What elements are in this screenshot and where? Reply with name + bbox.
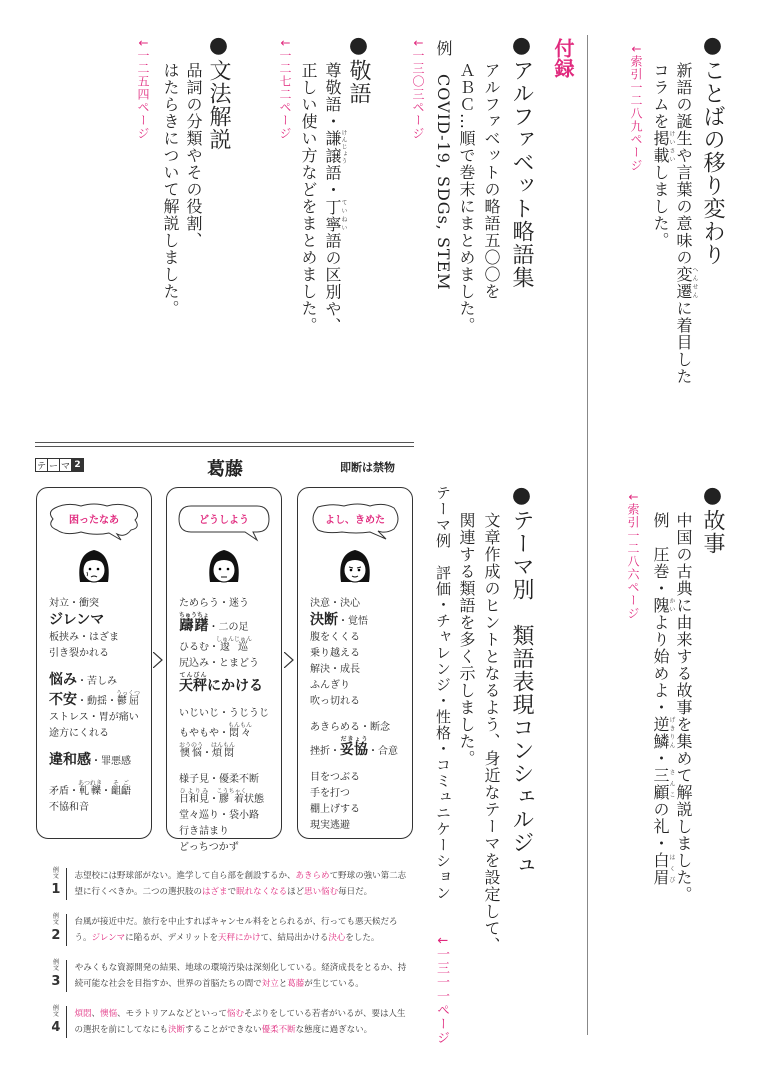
text-segment: ・ <box>209 794 219 805</box>
word-line <box>49 780 140 800</box>
spacer <box>310 710 398 720</box>
text-segment: 品詞の分類やその役割、 <box>184 62 203 249</box>
section-body-line <box>185 62 201 249</box>
index-link-alphabet[interactable]: ↓一三〇三ページ <box>411 38 425 141</box>
text-segment: 乗り越える <box>310 648 360 659</box>
bubble-text: 困ったなあ <box>69 515 119 526</box>
text-segment: 語・ <box>323 164 342 199</box>
word-line <box>179 742 269 762</box>
furigana: げきりん <box>668 716 675 750</box>
highlighted-term: 葛藤 <box>287 979 305 989</box>
arrow-right-icon <box>284 652 294 668</box>
text-segment: ＡＢＣ…順で巻末にまとめました。 <box>457 62 476 334</box>
furigana: あつれき <box>78 780 103 787</box>
example-number: 1 <box>51 882 61 897</box>
word-line <box>179 636 269 656</box>
theme-motto: 即断は禁物 <box>340 461 395 474</box>
speech-bubble <box>177 502 271 534</box>
furigana: へんせん <box>691 266 698 300</box>
panel-hesitating <box>166 487 282 853</box>
section-body-line <box>483 62 499 300</box>
text-segment: もやもや・ <box>179 728 229 739</box>
text-segment: ・二の足 <box>208 622 249 633</box>
text-segment: ジレンマ <box>49 612 105 628</box>
text-segment: ほど <box>287 887 305 897</box>
text-segment: ・ <box>101 786 112 797</box>
example-label: 例文 1 <box>51 867 61 897</box>
word-line <box>49 726 140 742</box>
text-segment: 行き詰まり <box>179 826 229 837</box>
example-text <box>651 529 675 886</box>
word-line <box>310 596 398 612</box>
appendix-label: 付録 <box>551 38 575 78</box>
text-segment: に陥るが、デメリットを <box>125 933 218 943</box>
text-segment: 途方にくれる <box>49 728 109 739</box>
section-heading-keigo: ●敬語 <box>346 33 371 105</box>
divider <box>66 960 67 992</box>
word-line <box>310 678 398 694</box>
spacer <box>49 742 140 752</box>
example-text <box>434 549 452 901</box>
example-text <box>75 960 410 992</box>
section-heading-theme: ●テーマ別 類語表現コンシェルジュ <box>509 483 534 877</box>
text-segment: ・罪悪感 <box>91 756 131 767</box>
word-line <box>179 788 269 808</box>
text-segment: 懊悩おうのう <box>179 742 204 759</box>
text-segment: 変遷へんせん <box>674 266 698 300</box>
text-segment: ・覚悟 <box>338 616 368 627</box>
text-segment: あきらめる・断念 <box>310 722 390 733</box>
furigana: そご <box>111 780 131 787</box>
highlighted-term: 眠れなくなる <box>236 887 288 897</box>
text-segment: COVID-19, SDGs, STEM <box>434 57 453 291</box>
word-line <box>179 612 269 636</box>
example-text <box>75 914 410 946</box>
furigana: だきょう <box>340 736 368 743</box>
text-segment: 違和感 <box>49 752 91 768</box>
text-segment: 毎日だ。 <box>338 887 373 897</box>
text-segment: 解決・成長 <box>310 664 360 675</box>
theme-tag-char: ー <box>47 458 60 472</box>
neutral-face-icon <box>204 546 244 590</box>
theme-tag-char: マ <box>59 458 72 472</box>
column-divider <box>587 35 588 1035</box>
section-body-line <box>300 62 316 334</box>
divider <box>66 914 67 946</box>
furigana: はんもん <box>211 742 236 749</box>
text-segment: 尊敬語・ <box>323 62 342 130</box>
text-segment: 、モラトリアムなどといって <box>117 1009 227 1019</box>
text-segment: て野球の強い第二志望に行くべきか。二つの選択肢の <box>74 871 407 897</box>
example-sentence <box>50 914 410 946</box>
text-segment: 不安 <box>49 692 77 708</box>
text-segment: 台風が接近中だ。旅行を中止すればキャンセル料をとられるが、行っても悪天候だろう。 <box>74 917 398 943</box>
text-segment: ・ <box>651 750 670 767</box>
text-segment: 吹っ切れる <box>310 696 360 707</box>
section-body-line <box>458 512 474 767</box>
word-line <box>49 710 140 726</box>
example-line-koji <box>652 512 675 886</box>
example-sentence <box>50 1006 410 1038</box>
section-heading-kotoba: ●ことばの移り変わり <box>700 33 725 266</box>
panel-troubled <box>36 487 152 839</box>
word-line <box>179 840 269 856</box>
spacer <box>49 662 140 672</box>
index-link-keigo[interactable]: ↓一二七二ページ <box>278 38 292 141</box>
word-line <box>310 720 398 736</box>
word-line <box>310 802 398 818</box>
text-segment: の礼・ <box>651 801 670 852</box>
text-segment: 日和見ひよりみ <box>179 788 209 805</box>
highlighted-term: あきらめ <box>295 871 330 881</box>
furigana: ちゅうちょ <box>179 612 210 619</box>
text-segment: 対立・衝突 <box>49 598 99 609</box>
highlighted-term: 悩む <box>227 1009 245 1019</box>
word-line <box>310 736 398 760</box>
text-segment: 隗かい <box>651 597 675 614</box>
index-link-kotoba[interactable]: ↓索引一二八九ページ <box>629 44 643 173</box>
section-body-line <box>675 512 691 903</box>
example-number: 4 <box>51 1020 61 1035</box>
section-body-line <box>324 62 347 335</box>
highlighted-term: 天秤にかけ <box>217 933 261 943</box>
text-segment: ・動揺・ <box>77 696 117 707</box>
furigana: さんこ <box>668 767 675 801</box>
furigana: ひよりみ <box>179 788 209 795</box>
example-text <box>75 1006 410 1038</box>
text-segment: 逆鱗げきりん <box>651 716 675 750</box>
text-segment: 手を打つ <box>310 788 350 799</box>
text-segment: 志望校には野球部がない。進学して自ら部を創設するか、 <box>74 871 296 881</box>
text-segment: 軋轢あつれき <box>78 780 103 797</box>
example-label: 例 <box>651 512 670 529</box>
word-line <box>179 672 269 696</box>
thought-bubble <box>47 502 141 534</box>
text-segment: 圧巻・ <box>651 529 670 597</box>
theme-title: 葛藤 <box>207 459 243 480</box>
highlighted-term: 思い悩む <box>304 887 339 897</box>
example-label: テーマ例 <box>434 485 452 549</box>
word-line <box>310 612 398 630</box>
highlighted-term: はざま <box>202 887 228 897</box>
text-segment: しました。 <box>651 164 670 249</box>
worried-face-icon <box>74 546 114 590</box>
theme-tag-char: テ <box>35 458 48 472</box>
bubble-text: どうしよう <box>199 515 249 526</box>
text-segment: 齟齬そご <box>111 780 132 797</box>
furigana: おうのう <box>179 742 204 749</box>
bubble-text: よし、きめた <box>325 515 385 526</box>
text-segment: そぶりをしている若者がいるが、要は人生の選択を前にしてなにも <box>74 1009 406 1035</box>
word-line <box>49 752 140 770</box>
text-segment: ・ <box>202 748 213 759</box>
text-segment: にかける <box>207 678 263 694</box>
furigana: しゅんじゅん <box>216 636 253 643</box>
text-segment: と <box>278 979 288 989</box>
example-line-theme <box>435 485 450 901</box>
text-segment: 評価・チャレンジ・性格・コミュニケーション <box>434 549 452 901</box>
text-segment: 妥協だきょう <box>340 736 368 758</box>
text-segment: 丁寧ていねい <box>323 198 347 233</box>
text-segment: 逡巡しゅんじゅん <box>216 636 253 653</box>
text-segment: 悩み <box>49 672 77 688</box>
section-heading-koji: ●故事 <box>700 483 725 555</box>
text-segment: 三顧さんこ <box>651 767 675 801</box>
text-segment: 挫折・ <box>310 746 340 757</box>
text-segment: に着目した <box>674 300 693 385</box>
text-segment: で <box>227 887 237 897</box>
word-line <box>179 824 269 840</box>
section-body-line <box>652 62 675 249</box>
word-line <box>49 672 140 690</box>
example-sentence <box>50 960 410 992</box>
word-list <box>179 596 269 856</box>
text-segment: することができない <box>185 1025 262 1035</box>
text-segment: 躊躇ちゅうちょ <box>179 612 210 634</box>
divider <box>66 1006 67 1038</box>
highlighted-term: ジレンマ <box>91 933 126 943</box>
furigana: けいさい <box>668 130 675 164</box>
text-segment: 新語の誕生や言葉の意味の <box>674 62 693 266</box>
furigana: かい <box>668 597 675 614</box>
highlighted-term: 懊悩 <box>100 1009 118 1019</box>
word-line <box>179 706 269 722</box>
word-line <box>310 646 398 662</box>
word-line <box>49 596 140 612</box>
spacer <box>179 696 269 706</box>
section-heading-alphabet: ●アルファベット略語集 <box>509 33 534 289</box>
furigana: はくび <box>668 852 675 886</box>
spacer <box>49 770 140 780</box>
furigana: こうちゃく <box>216 788 247 795</box>
text-segment: コラムを <box>651 62 670 130</box>
text-segment: 状態 <box>244 794 265 805</box>
text-segment: ・苦しみ <box>77 676 117 687</box>
word-line <box>310 786 398 802</box>
text-segment: 膠着こうちゃく <box>216 788 247 805</box>
highlighted-term: 対立 <box>261 979 279 989</box>
text-segment: アルファベットの略語五〇〇を <box>482 62 501 300</box>
example-line-alphabet <box>435 40 451 291</box>
text-segment: 不協和音 <box>49 802 89 813</box>
text-segment: ふんぎり <box>310 680 350 691</box>
example-label: 例文 2 <box>51 913 61 943</box>
text-segment: 棚上げする <box>310 804 360 815</box>
text-segment: 語の区別や、 <box>323 232 342 335</box>
example-text <box>75 868 410 900</box>
arrow-right-icon <box>153 652 163 668</box>
section-body-line <box>483 512 499 954</box>
text-segment: 尻込み・とまどう <box>179 658 259 669</box>
text-segment: て、結局出かける <box>260 933 329 943</box>
text-segment: 鬱屈うっくつ <box>116 690 141 707</box>
text-segment: 腹をくくる <box>310 632 360 643</box>
text-segment: ひるむ・ <box>179 642 219 653</box>
section-body-line <box>458 62 474 334</box>
furigana: けんじょう <box>340 129 347 165</box>
furigana: うっくつ <box>116 690 141 697</box>
panel-decided <box>297 487 413 839</box>
text-segment: 正しい使い方などをまとめました。 <box>299 62 318 334</box>
theme-tag-number: 2 <box>71 458 84 472</box>
text-segment: 様子見・優柔不断 <box>179 774 259 785</box>
text-segment: どっちつかず <box>179 842 239 853</box>
example-label: 例文 3 <box>51 959 61 989</box>
divider <box>66 868 67 900</box>
example-number: 2 <box>51 928 61 943</box>
index-link-bunpo[interactable]: ↓一二五四ページ <box>136 38 150 141</box>
word-list <box>310 596 398 834</box>
section-heading-bunpo: ●文法解説 <box>206 33 231 151</box>
text-segment: 中国の古典に由来する故事を集めて解説しました。 <box>674 512 693 903</box>
word-line <box>49 646 140 662</box>
highlighted-term: 決断 <box>168 1025 186 1035</box>
text-segment: 掲載けいさい <box>651 130 675 164</box>
section-body-line <box>162 62 178 317</box>
example-number: 3 <box>51 974 61 989</box>
word-line <box>179 656 269 672</box>
word-line <box>49 800 140 816</box>
text-segment: 関連する類語を多く示しました。 <box>457 512 476 767</box>
text-segment: やみくもな資源開発の結果、地球の環境汚染は深刻化している。経済成長をとるか、持続可能な社会を目指すか、世界の首脳たちの間で <box>74 963 407 989</box>
text-segment: な態度に過ぎない。 <box>295 1025 373 1035</box>
thought-bubble <box>308 502 402 534</box>
spacer <box>179 762 269 772</box>
text-segment: より始めよ・ <box>651 614 670 716</box>
text-segment: 決意・決心 <box>310 598 360 609</box>
text-segment: 現実逃避 <box>310 820 350 831</box>
word-line <box>310 630 398 646</box>
word-list <box>49 596 140 816</box>
word-line <box>179 808 269 824</box>
example-label: 例文 4 <box>51 1005 61 1035</box>
determined-face-icon <box>335 546 375 590</box>
word-line <box>310 694 398 710</box>
text-segment: 白眉はくび <box>651 852 675 886</box>
text-segment: ・合意 <box>368 746 398 757</box>
furigana: もんもん <box>228 722 253 729</box>
index-link-koji[interactable]: ↓索引一二八六ページ <box>626 492 640 621</box>
word-line <box>49 630 140 646</box>
text-segment: 引き裂かれる <box>49 648 109 659</box>
text-segment: 矛盾・ <box>49 786 79 797</box>
text-segment: 文章作成のヒントとなるよう、身近なテーマを設定して、 <box>482 512 501 954</box>
text-segment: 決断 <box>310 612 338 628</box>
furigana: てんびん <box>179 672 207 679</box>
text-segment: 悶々もんもん <box>228 722 253 739</box>
highlighted-term: 煩悶 <box>74 1009 92 1019</box>
furigana: ていねい <box>340 198 347 233</box>
word-line <box>49 612 140 630</box>
word-line <box>310 770 398 786</box>
section-body-line <box>675 62 698 385</box>
example-sentence <box>50 868 410 900</box>
text-segment: ためらう・迷う <box>179 598 249 609</box>
text-segment: 堂々巡り・袋小路 <box>179 810 259 821</box>
index-link-theme[interactable]: ↓一三一一ページ <box>434 935 449 1045</box>
text-segment: が生じている。 <box>304 979 364 989</box>
text-segment: はたらきについて解説しました。 <box>161 62 180 317</box>
example-label: 例 <box>434 40 453 57</box>
text-segment: ストレス・胃が痛い <box>49 712 139 723</box>
highlighted-term: 優柔不断 <box>261 1025 296 1035</box>
highlighted-term: 決心 <box>328 933 346 943</box>
text-segment: 、 <box>91 1009 101 1019</box>
word-line <box>49 690 140 710</box>
text-segment: 煩悶はんもん <box>211 742 236 759</box>
theme-tag <box>35 458 83 472</box>
example-text <box>434 57 453 291</box>
text-segment: 板挟み・はざま <box>49 632 119 643</box>
text-segment: 天秤てんびん <box>179 672 207 694</box>
text-segment: 謙譲けんじょう <box>323 129 347 165</box>
word-line <box>310 818 398 834</box>
text-segment: いじいじ・うじうじ <box>179 708 269 719</box>
text-segment: 目をつぶる <box>310 772 360 783</box>
text-segment: をした。 <box>345 933 380 943</box>
word-line <box>179 722 269 742</box>
word-line <box>179 772 269 788</box>
word-line <box>179 596 269 612</box>
word-line <box>310 662 398 678</box>
spacer <box>310 760 398 770</box>
sample-top-rule <box>35 442 414 447</box>
